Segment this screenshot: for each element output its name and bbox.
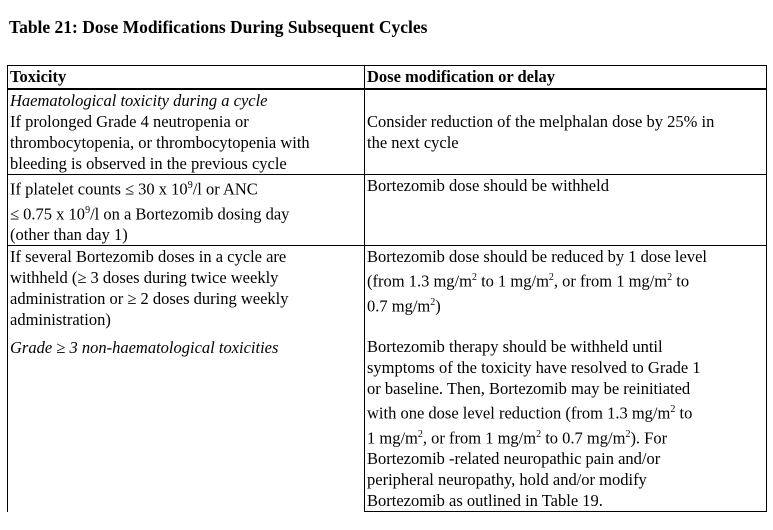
table-header-row xyxy=(8,66,767,90)
section-non-haematological: Grade ≥ 3 non-haematological toxicities xyxy=(10,338,279,357)
toxicity-cell xyxy=(8,246,365,512)
dose-modification-table xyxy=(7,65,767,512)
modification-cell xyxy=(365,175,767,246)
header-dose-modification: Dose modification or delay xyxy=(365,66,767,90)
modification-text: Bortezomib dose should be withheld xyxy=(367,176,609,195)
modification-text: Bortezomib dose should be reduced by 1 dose level (from 1.3 $mg/m^2$ to 1 $mg/m^2$, or from 1 $mg/m^2$ to 0.7 $mg/m^2$) xyxy=(367,247,707,315)
header-toxicity: Toxicity xyxy=(8,66,365,90)
table-row xyxy=(8,175,767,246)
non-haematological-modification-text: Bortezomib therapy should be withheld until symptoms of the toxicity have resolved to Grade 1 or baseline. Then, Bortezomib may be reinitiated with one dose level reduction (from 1.3 $mg/m^2$ to 1 $mg/m^2$, or from 1 $mg/m^2$ to 0.7 $mg/m^2$). For Bortezomib -related neuropathic pain and/or peripheral neuropathy, hold and/or modify Bortezomib as outlined in Table 19. xyxy=(367,337,701,510)
toxicity-cell xyxy=(8,175,365,246)
toxicity-text: If prolonged Grade 4 neutropenia or thrombocytopenia, or thrombocytopenia with bleeding is observed in the previous cycle xyxy=(10,112,310,173)
toxicity-text: If platelet counts ≤ 30 x $10^9/l$ or ANC ≤ 0.75 x $10^9/l$ on a Bortezomib dosing day (other than day 1) xyxy=(10,179,290,244)
table-row xyxy=(8,246,767,512)
section-haematological: Haematological toxicity during a cycle xyxy=(10,91,268,110)
toxicity-cell xyxy=(8,89,365,175)
modification-text: Consider reduction of the melphalan dose by 25% in the next cycle xyxy=(367,112,715,152)
table-row xyxy=(8,89,767,175)
modification-cell xyxy=(365,246,767,512)
toxicity-text: If several Bortezomib doses in a cycle are withheld (≥ 3 doses during twice weekly administration or ≥ 2 doses during weekly administration) xyxy=(10,247,289,329)
modification-cell xyxy=(365,89,767,175)
table-title: Table 21: Dose Modifications During Subsequent Cycles xyxy=(9,17,428,37)
